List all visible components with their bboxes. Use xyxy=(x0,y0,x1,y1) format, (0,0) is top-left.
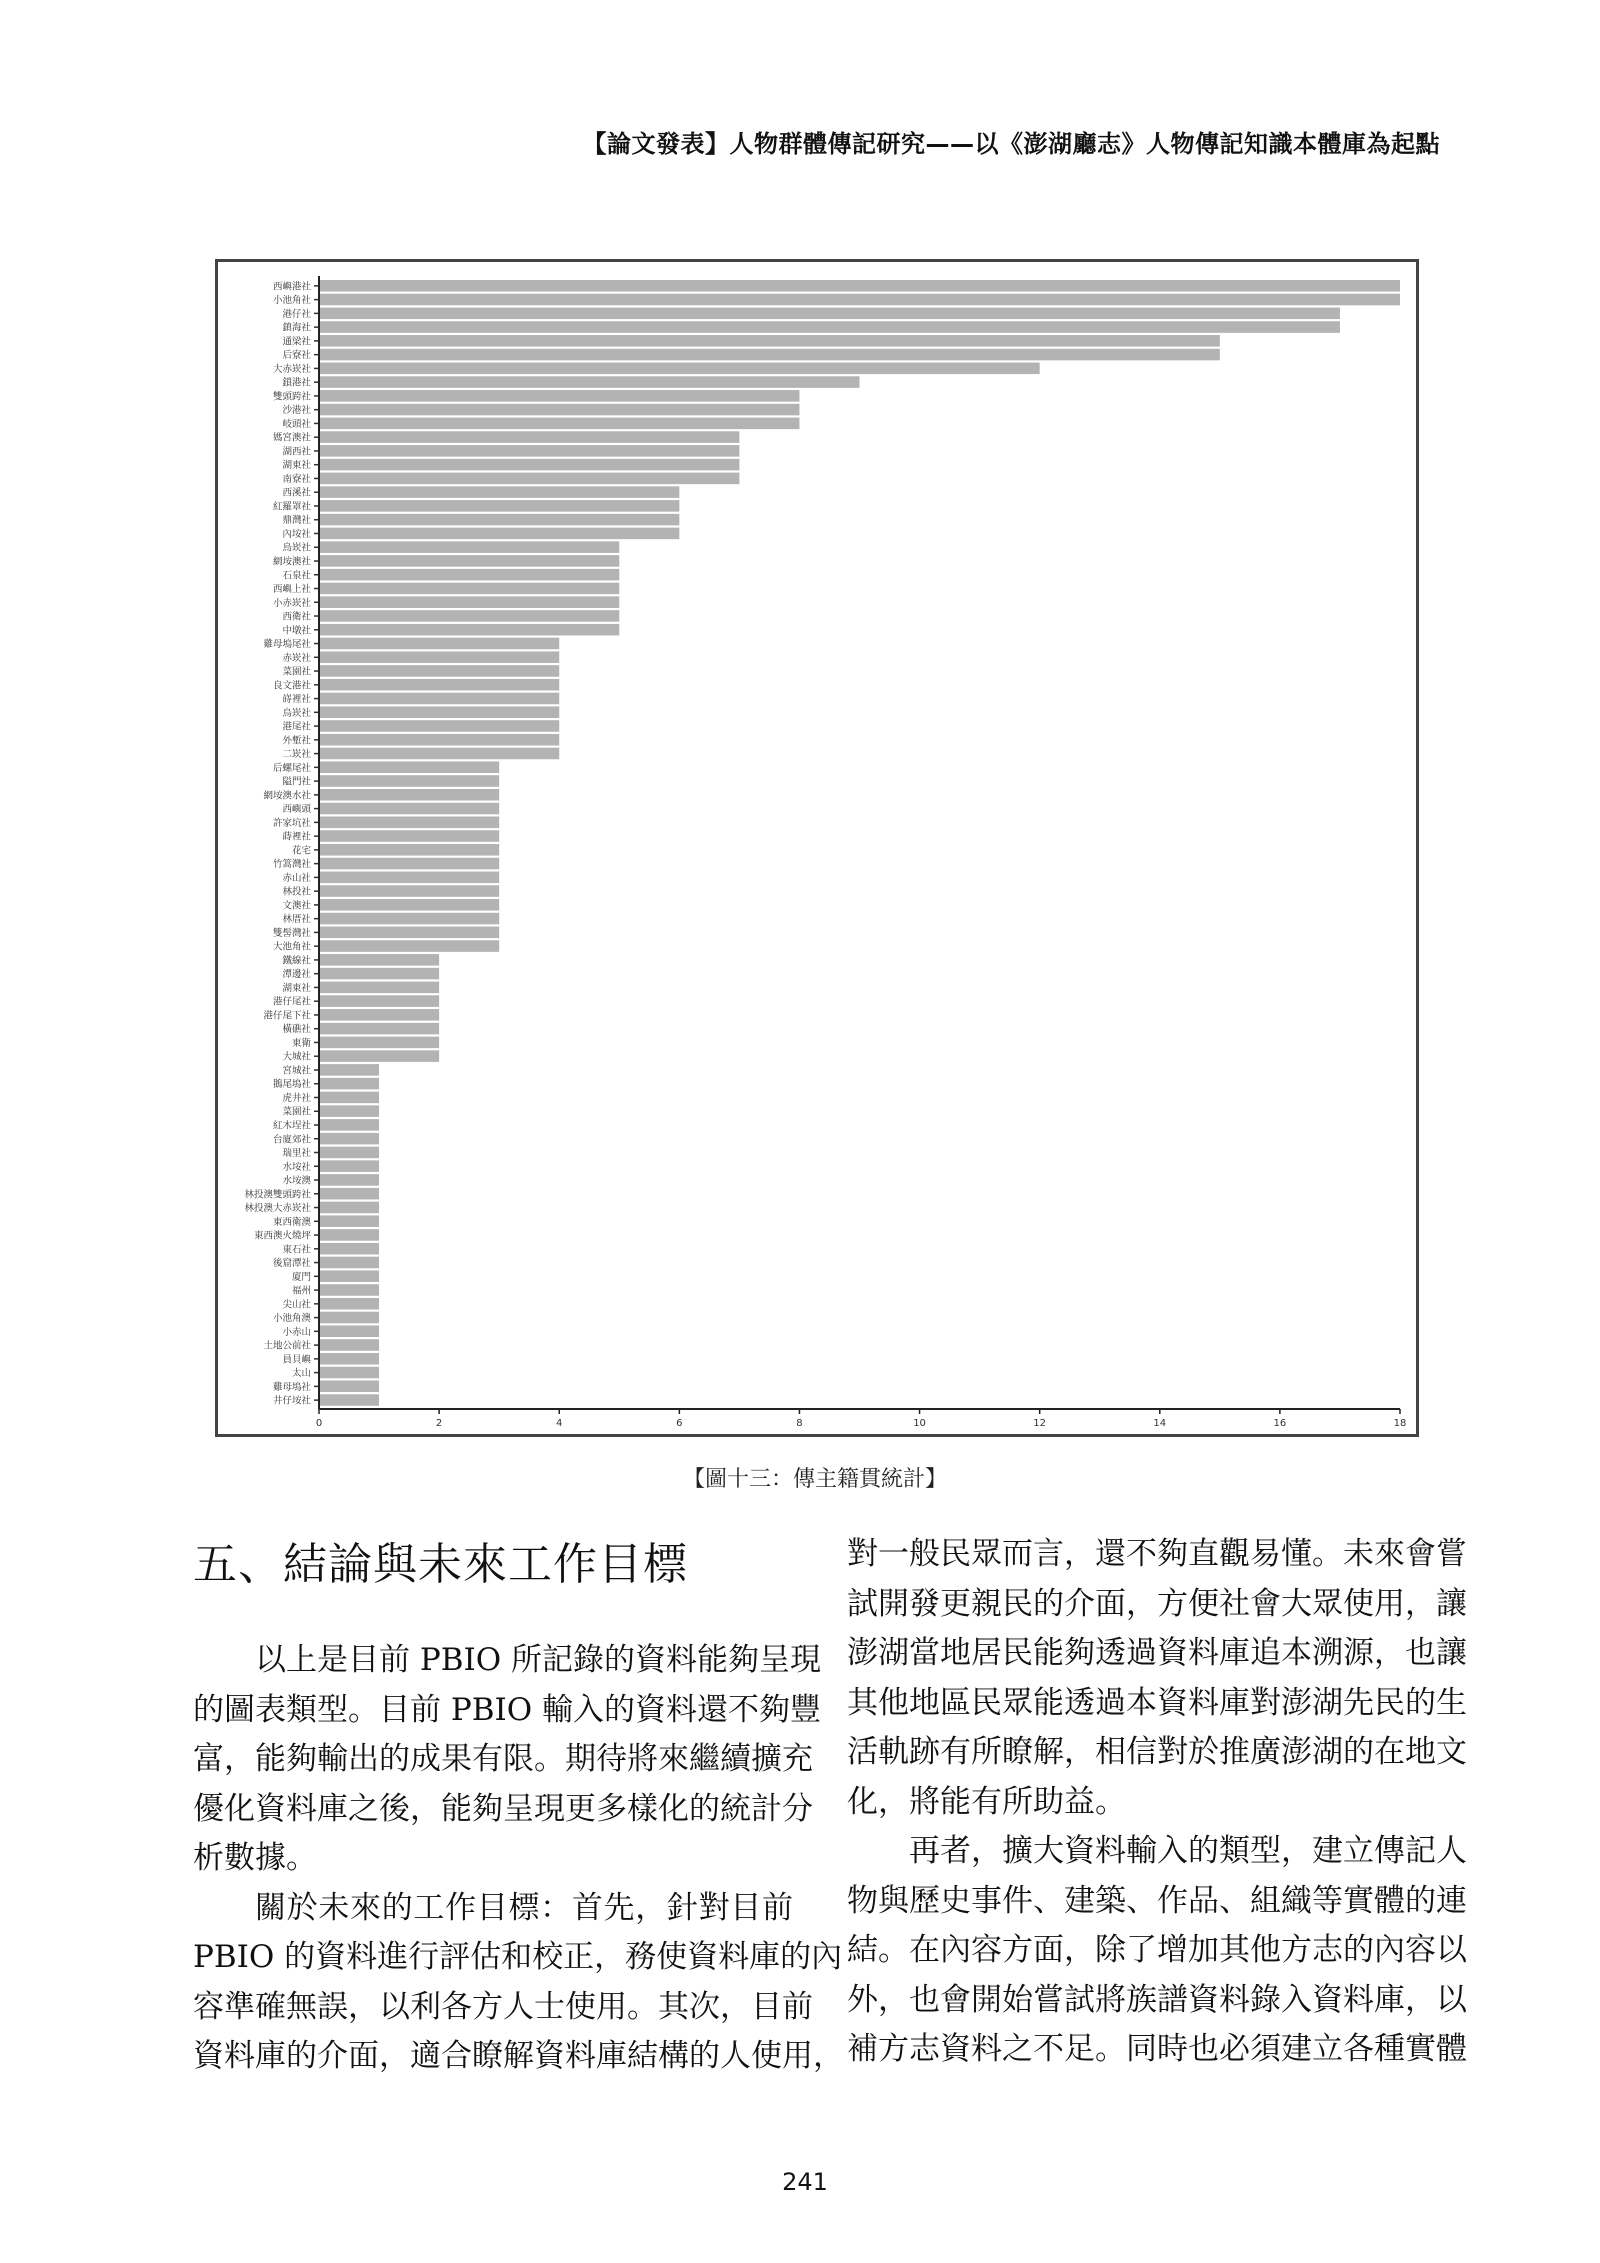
bar xyxy=(319,1353,379,1365)
y-tick-label: 林投澳大赤崁社 xyxy=(244,1203,311,1215)
text-line: 活軌跡有所瞭解，相信對於推廣澎湖的在地文 xyxy=(847,1734,1467,1770)
y-tick-label: 林投社 xyxy=(282,886,311,898)
y-tick-label: 文澳社 xyxy=(282,900,311,912)
y-tick-label: 湖西社 xyxy=(282,446,311,458)
text-line: 容準確無誤，以利各方人士使用。其次，目前 xyxy=(193,1988,813,2025)
y-tick-label: 后螺尾社 xyxy=(272,762,311,774)
bar xyxy=(319,473,739,485)
bar xyxy=(319,1037,439,1049)
x-tick-label: 4 xyxy=(556,1418,563,1429)
bar xyxy=(319,624,619,636)
bar xyxy=(319,899,499,911)
y-tick-label: 許家坑社 xyxy=(272,817,311,829)
bar xyxy=(319,651,559,663)
text-line: 的圖表類型。目前 PBIO 輸入的資料還不夠豐 xyxy=(193,1691,822,1728)
page-number: 241 xyxy=(782,2168,828,2196)
y-tick-label: 紅木埕社 xyxy=(272,1120,311,1132)
y-tick-label: 西衛社 xyxy=(282,611,311,623)
y-tick-label: 中墩社 xyxy=(282,625,311,637)
y-tick-label: 林投澳雙頭跨社 xyxy=(244,1189,311,1201)
y-tick-label: 網垵澳社 xyxy=(272,556,311,568)
bar xyxy=(319,1023,439,1035)
y-tick-label: 菜園社 xyxy=(282,1106,311,1118)
bar xyxy=(319,404,799,416)
y-tick-label: 瑞里社 xyxy=(282,1148,311,1160)
text-line: 澎湖當地居民能夠透過資料庫追本溯源，也讓 xyxy=(847,1635,1467,1671)
y-tick-label: 廈門 xyxy=(291,1271,311,1283)
bar xyxy=(319,431,739,443)
bar xyxy=(319,1188,379,1200)
bar xyxy=(319,1092,379,1104)
y-tick-label: 潭邊社 xyxy=(282,969,311,981)
y-tick-label: 東西澳火燒坪 xyxy=(253,1230,311,1242)
bar xyxy=(319,858,499,870)
y-tick-label: 太山 xyxy=(291,1368,311,1380)
bar xyxy=(319,954,439,966)
right-column xyxy=(847,1530,1467,2075)
bar xyxy=(319,1202,379,1214)
y-tick-label: 港仔尾下社 xyxy=(263,1010,311,1022)
bar xyxy=(319,679,559,691)
text-line: 對一般民眾而言，還不夠直觀易懂。未來會嘗 xyxy=(847,1536,1467,1572)
bar xyxy=(319,913,499,925)
bar xyxy=(319,555,619,567)
bar xyxy=(319,1394,379,1406)
y-tick-label: 菜園社 xyxy=(282,666,311,678)
bar xyxy=(319,1284,379,1296)
y-tick-label: 台廈郊社 xyxy=(272,1134,311,1146)
y-tick-label: 後窟潭社 xyxy=(272,1258,311,1270)
y-tick-label: 雞母塢社 xyxy=(272,1381,311,1393)
y-tick-label: 林厝社 xyxy=(282,914,311,926)
bar xyxy=(319,982,439,994)
x-tick-label: 14 xyxy=(1153,1418,1167,1429)
figure-caption: 【圖十三：傳主籍貫統計】 xyxy=(682,1467,947,1492)
bar xyxy=(319,363,1040,375)
bar xyxy=(319,486,679,498)
y-tick-label: 隘門社 xyxy=(282,776,311,788)
section-heading: 五、結論與未來工作目標 xyxy=(193,1539,688,1590)
text-line: PBIO 的資料進行評估和校正，務使資料庫的內 xyxy=(193,1939,843,1975)
bar xyxy=(319,321,1340,333)
bar xyxy=(319,1257,379,1269)
y-tick-label: 后寮社 xyxy=(282,350,311,362)
y-tick-label: 岐頭社 xyxy=(282,418,311,430)
y-tick-label: 橫礁社 xyxy=(282,1024,311,1036)
bar xyxy=(319,1147,379,1159)
bar xyxy=(319,1380,379,1392)
y-tick-label: 烏崁社 xyxy=(282,707,311,719)
y-tick-label: 福州 xyxy=(291,1285,311,1297)
bar xyxy=(319,335,1220,347)
y-tick-label: 鐵線社 xyxy=(282,955,311,967)
y-tick-label: 沙港社 xyxy=(282,405,311,417)
y-tick-label: 雞母塢尾社 xyxy=(263,639,311,651)
y-tick-label: 通梁社 xyxy=(282,336,311,348)
bar xyxy=(319,1243,379,1255)
bar xyxy=(319,610,619,622)
bar xyxy=(319,528,679,540)
text-line: 試開發更親民的介面，方便社會大眾使用，讓 xyxy=(847,1585,1467,1622)
y-tick-label: 東西衛澳 xyxy=(272,1216,311,1228)
y-tick-label: 小赤崁社 xyxy=(272,597,311,609)
bar xyxy=(319,927,499,939)
y-tick-label: 花宅 xyxy=(291,845,311,857)
y-tick-label: 竹篙灣社 xyxy=(272,859,311,871)
bar xyxy=(319,1339,379,1351)
text-line: 以上是目前 PBIO 所記錄的資料能夠呈現 xyxy=(255,1642,822,1678)
y-tick-label: 赤山社 xyxy=(282,872,311,884)
bar xyxy=(319,1009,439,1021)
bar xyxy=(319,376,860,388)
bar xyxy=(319,445,739,457)
y-tick-label: 鼎灣社 xyxy=(282,515,311,527)
y-tick-label: 西嶼港社 xyxy=(272,281,311,293)
y-tick-label: 雙頭跨社 xyxy=(272,391,311,403)
x-tick-label: 12 xyxy=(1033,1418,1047,1429)
y-tick-label: 西嶼上社 xyxy=(272,584,311,596)
bar xyxy=(319,1215,379,1227)
text-line: 關於未來的工作目標：首先，針對目前 xyxy=(255,1889,793,1926)
y-tick-label: 烏崁社 xyxy=(282,542,311,554)
y-tick-label: 井仔垵社 xyxy=(272,1395,311,1407)
bar xyxy=(319,803,499,815)
bar xyxy=(319,638,559,650)
y-tick-label: 鵝尾塢社 xyxy=(272,1079,311,1091)
y-tick-label: 石泉社 xyxy=(282,570,311,582)
x-tick-label: 10 xyxy=(913,1418,926,1429)
y-tick-label: 虎井社 xyxy=(282,1092,311,1104)
y-tick-label: 赤崁社 xyxy=(282,652,311,664)
bar xyxy=(319,693,559,705)
y-tick-label: 港尾社 xyxy=(282,721,311,733)
x-tick-label: 8 xyxy=(796,1418,803,1429)
bar xyxy=(319,1174,379,1186)
y-tick-label: 大城社 xyxy=(282,1051,311,1063)
bar xyxy=(319,1298,379,1310)
bar xyxy=(319,583,619,595)
y-tick-label: 尖山社 xyxy=(282,1299,311,1311)
x-tick-label: 16 xyxy=(1273,1418,1287,1429)
bar xyxy=(319,1078,379,1090)
bar xyxy=(319,761,499,773)
bar xyxy=(319,418,799,430)
y-tick-label: 水垵社 xyxy=(282,1161,311,1173)
bar xyxy=(319,775,499,787)
text-line: 析數據。 xyxy=(193,1840,317,1876)
y-tick-label: 湖東社 xyxy=(282,460,311,472)
bar xyxy=(319,569,619,581)
y-tick-label: 員貝嶼 xyxy=(282,1354,311,1366)
y-tick-label: 鎖港社 xyxy=(282,377,311,389)
bar xyxy=(319,995,439,1007)
bar xyxy=(319,1367,379,1379)
y-tick-label: 湖東社 xyxy=(282,982,311,994)
y-tick-label: 紅羅罩社 xyxy=(272,501,311,513)
left-column xyxy=(193,1636,844,2082)
y-tick-label: 雙髻灣社 xyxy=(272,927,311,939)
y-tick-label: 東石社 xyxy=(282,1244,311,1256)
bar xyxy=(319,734,559,746)
y-tick-label: 內垵社 xyxy=(282,528,311,540)
bar xyxy=(319,748,559,760)
y-tick-label: 水垵澳 xyxy=(282,1175,311,1187)
y-tick-label: 鎮海社 xyxy=(282,322,311,334)
bar xyxy=(319,294,1400,306)
bar xyxy=(319,349,1220,361)
bar xyxy=(319,1229,379,1241)
bar xyxy=(319,1105,379,1117)
bar xyxy=(319,940,499,952)
bar xyxy=(319,500,679,512)
bar xyxy=(319,885,499,897)
bar xyxy=(319,872,499,884)
bar xyxy=(319,1119,379,1131)
bar xyxy=(319,1050,439,1062)
y-tick-label: 東衛 xyxy=(291,1037,311,1049)
bar xyxy=(319,1160,379,1172)
y-tick-label: 蒔裡社 xyxy=(282,831,311,843)
text-line: 富，能夠輸出的成果有限。期待將來繼續擴充 xyxy=(193,1741,813,1777)
bar xyxy=(319,1325,379,1337)
x-tick-label: 6 xyxy=(676,1418,683,1429)
x-tick-label: 2 xyxy=(435,1418,443,1429)
bar xyxy=(319,1270,379,1282)
text-line: 補方志資料之不足。同時也必須建立各種實體 xyxy=(847,2031,1467,2067)
text-line: 資料庫的介面，適合瞭解資料庫結構的人使用， xyxy=(193,2038,844,2074)
y-tick-label: 小池角社 xyxy=(272,295,311,307)
text-line: 外，也會開始嘗試將族譜資料錄入資料庫，以 xyxy=(847,1981,1467,2018)
y-tick-label: 外塹社 xyxy=(282,735,311,747)
running-head: 【論文發表】人物群體傳記研究——以《澎湖廳志》人物傳記知識本體庫為起點 xyxy=(582,130,1440,158)
bar xyxy=(319,816,499,828)
x-tick-label: 0 xyxy=(315,1418,323,1429)
bar xyxy=(319,459,739,471)
y-tick-label: 媽宮澳社 xyxy=(272,432,311,444)
y-tick-label: 西溪社 xyxy=(282,487,311,499)
y-tick-label: 土地公前社 xyxy=(263,1340,311,1352)
bar xyxy=(319,308,1340,320)
text-line: 結。在內容方面，除了增加其他方志的內容以 xyxy=(847,1932,1467,1968)
y-tick-label: 南寮社 xyxy=(282,473,311,485)
x-tick-label: 18 xyxy=(1393,1418,1407,1429)
y-tick-label: 二崁社 xyxy=(282,749,311,761)
bar xyxy=(319,665,559,677)
chart-svg xyxy=(218,262,1416,1434)
y-tick-label: 網垵澳水社 xyxy=(263,790,311,802)
y-tick-label: 宮城社 xyxy=(282,1065,311,1077)
y-tick-label: 大赤崁社 xyxy=(272,363,311,375)
y-tick-label: 小赤山 xyxy=(282,1326,311,1338)
bar xyxy=(319,280,1400,292)
bar xyxy=(319,541,619,553)
y-tick-label: 港仔社 xyxy=(282,308,311,320)
bar xyxy=(319,706,559,718)
y-tick-label: 大池角社 xyxy=(272,941,311,953)
bar xyxy=(319,968,439,980)
text-line: 物與歷史事件、建築、作品、組織等實體的連 xyxy=(847,1882,1467,1919)
text-line: 再者，擴大資料輸入的類型，建立傳記人 xyxy=(909,1833,1467,1869)
y-tick-label: 小池角澳 xyxy=(272,1313,311,1325)
y-tick-label: 嵵裡社 xyxy=(282,694,311,706)
bar xyxy=(319,1312,379,1324)
bar xyxy=(319,720,559,732)
text-line: 其他地區民眾能透過本資料庫對澎湖先民的生 xyxy=(847,1684,1467,1721)
y-tick-label: 港仔尾社 xyxy=(272,996,311,1008)
text-line: 優化資料庫之後，能夠呈現更多樣化的統計分 xyxy=(193,1790,813,1827)
bar-chart xyxy=(215,259,1419,1437)
bar xyxy=(319,514,679,526)
bar xyxy=(319,844,499,856)
bar xyxy=(319,789,499,801)
y-tick-label: 西嶼頭 xyxy=(282,804,311,816)
y-tick-label: 良文港社 xyxy=(272,680,311,692)
bar xyxy=(319,1064,379,1076)
bar xyxy=(319,1133,379,1145)
bar xyxy=(319,390,799,402)
bar xyxy=(319,830,499,842)
bar xyxy=(319,596,619,608)
text-line: 化，將能有所助益。 xyxy=(847,1783,1126,1820)
